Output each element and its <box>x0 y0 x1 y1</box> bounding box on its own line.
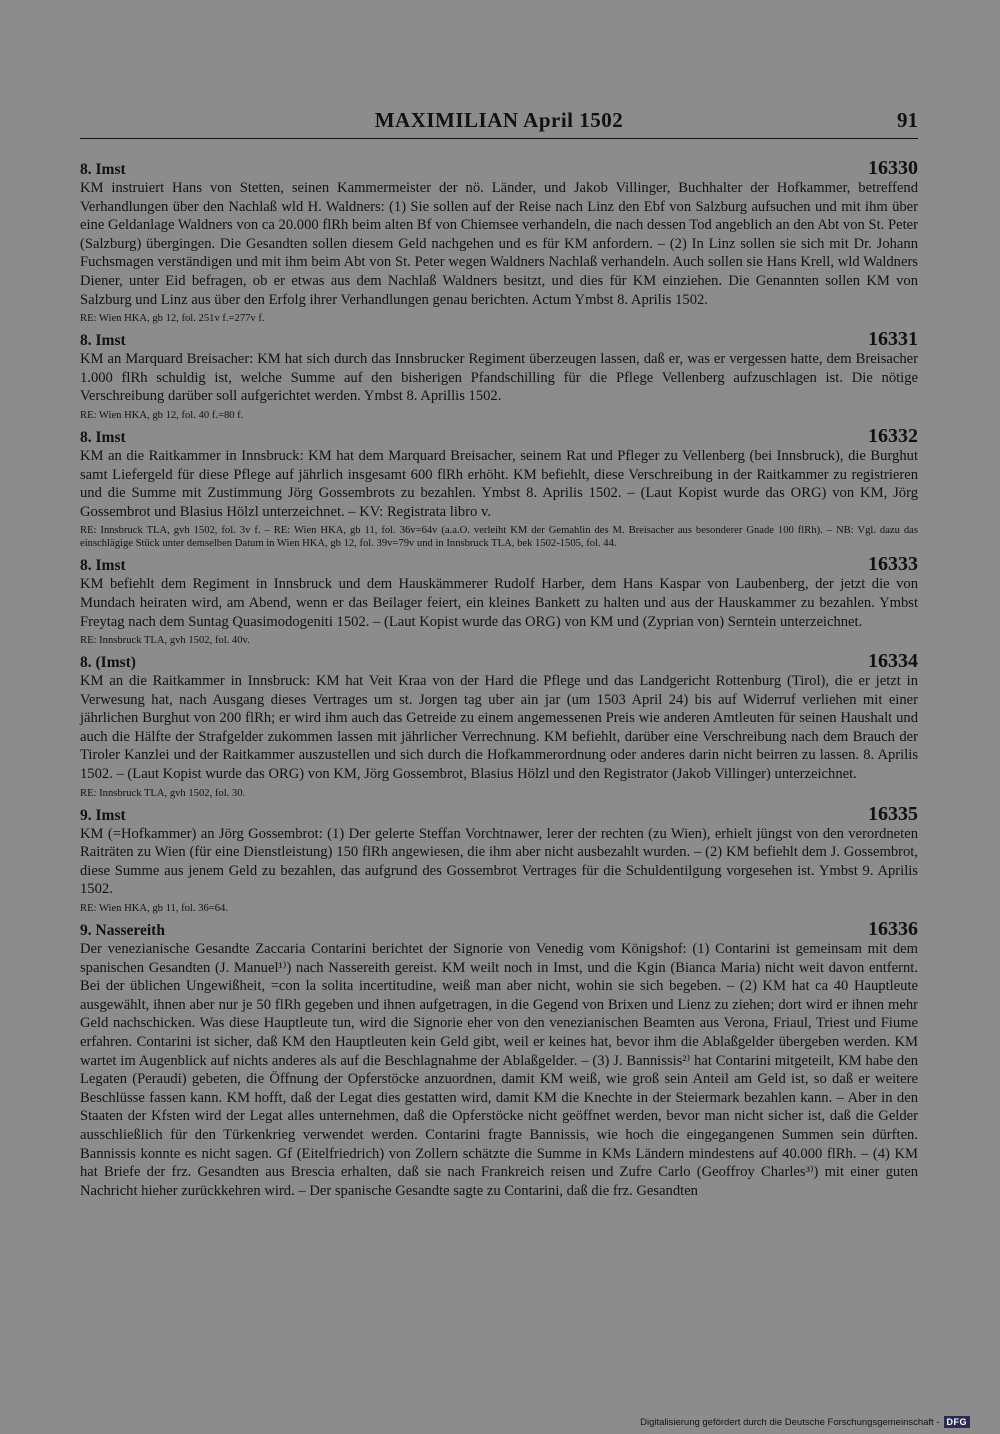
entry-source: RE: Innsbruck TLA, gvh 1502, fol. 40v. <box>80 635 250 647</box>
entry-source: RE: Innsbruck TLA, gvh 1502, fol. 3v f. – RE: Wien HKA, gb 11, fol. 36v=64v (a.a.O. verleiht KM der Gemahlin des M. Breisacher aus besonderer Gnade 100 flRh). – NB: Vgl. dazu das einschlägige Stück unter demselben Datum in Wien HKA, gb 12, fol. 39v=79v und in Innsbruck TLA, bek 1502-1505, fol. 44. <box>80 525 918 550</box>
entry-date: 8. (Imst) <box>80 654 136 672</box>
entry-body: KM (=Hofkammer) an Jörg Gossembrot: (1) Der gelerte Steffan Vorchtnawer, lerer der rechten (zu Wien), erhielt jüngst von den verordneten Raiträten zu Wien (für eine Dienstleistung) 150 flRh angewiesen, die ihm aber nicht ausbezahlt wurden. – (2) KM befiehlt dem J. Gossembrot, diese Summe aus jenem Geld zu bezahlen, das aufgrund des Gossembrot Vertrages für die Schuldentilgung vorgesehen ist. Ymbst 9. Aprilis 1502. <box>80 825 918 898</box>
entry-16330 <box>80 157 918 325</box>
entry-body: KM instruiert Hans von Stetten, seinen Kammermeister der nö. Länder, und Jakob Villinger, Buchhalter der Hofkammer, betreffend Verhandlungen über den Nachlaß wld H. Waldners: (1) Sie sollen auf der Reise nach Linz den Ebf von Salzburg aufsuchen und mit ihm über eine Geldanlage Waldners von ca 20.000 flRh beim alten Bf von Chiemsee verhandeln, die nach dessen Tod angeblich an den Abt von St. Peter (Salzburg) übergingen. Die Gesandten sollen diesem Geld nachgehen und es für KM anfordern. – (2) In Linz sollen sie sich mit Dr. Johann Fuchsmagen verständigen und mit ihm beim Abt von St. Peter wegen Waldners Nachlaß verhandeln. Auch sollen sie Hans Krell, wld Waldners Diener, unter Eid befragen, ob er etwas aus dem Nachlaß Waldners besitzt, und dies für KM einziehen. Die Genannten sollen KM von Salzburg und Linz aus über den Erfolg ihrer Verhandlungen genau berichten. Actum Ymbst 8. Aprilis 1502. <box>80 180 918 308</box>
entry-date: 9. Imst <box>80 806 126 824</box>
entry-body: KM an die Raitkammer in Innsbruck: KM hat dem Marquard Breisacher, seinem Rat und Pfleger zu Vellenberg (bei Innsbruck), die Burghut samt Liefergeld für diese Pflege auf jährlich insgesamt 600 flRh erhöht. KM befiehlt, diese Verschreibung in der Raitkammer zu registrieren und die Summe mit Zustimmung Jörg Gossembrots zu bezahlen. Ymbst 8. Aprilis 1502. – (Laut Kopist wurde das ORG) von KM, Jörg Gossembrot und Blasius Hölzl unterzeichnet. – KV: Registrata libro v. <box>80 447 918 520</box>
entry-date: 8. Imst <box>80 557 126 575</box>
entry-heading <box>80 157 918 179</box>
entry-source: RE: Wien HKA, gb 11, fol. 36=64. <box>80 903 228 915</box>
entry-number: 16336 <box>868 918 918 941</box>
entry-number: 16330 <box>868 157 918 179</box>
entry-heading <box>80 803 918 825</box>
entry-number: 16334 <box>868 650 918 673</box>
entry-number: 16335 <box>868 802 918 825</box>
entry-date: 9. Nassereith <box>80 922 165 940</box>
entry-source: RE: Innsbruck TLA, gvh 1502, fol. 30. <box>80 787 246 799</box>
entry-16331 <box>80 328 918 422</box>
entry-date: 8. Imst <box>80 332 126 350</box>
page-number: 91 <box>897 108 918 132</box>
entry-body: KM an Marquard Breisacher: KM hat sich durch das Innsbrucker Regiment überzeugen lassen, daß er, was er vergessen hatte, dem Breisacher 1.000 flRh schuldig ist, welche Summe auf den bisherigen Pfandschilling für die Pflege Vellenberg aufzuschlagen ist. Die nötige Verschreibung darüber soll aufgerichtet werden. Ymbst 8. Aprillis 1502. <box>80 351 918 405</box>
footer-funding-note: Digitalisierung gefördert durch die Deutsche Forschungsgemeinschaft - <box>640 1416 940 1428</box>
entry-source: RE: Wien HKA, gb 12, fol. 40 f.=80 f. <box>80 409 244 421</box>
entry-number: 16332 <box>868 424 918 447</box>
entry-date: 8. Imst <box>80 428 126 446</box>
entry-16333 <box>80 553 918 647</box>
entry-date: 8. Imst <box>80 161 126 178</box>
entry-source: RE: Wien HKA, gb 12, fol. 251v f.=277v f. <box>80 313 265 325</box>
entry-number: 16331 <box>868 328 918 351</box>
entry-16336 <box>80 918 918 1200</box>
entry-body: KM befiehlt dem Regiment in Innsbruck und dem Hauskämmerer Rudolf Harber, dem Hans Kaspar von Laubenberg, der jetzt die von Mundach heiraten wird, am Abend, wenn er das Beilager feiert, ein kleines Bankett zu halten und aus der Hauskammer zu bezahlen. Ymbst Freytag nach dem Suntag Quasimodogeniti 1502. – (Laut Kopist wurde das ORG) von KM und (Zyprian von) Serntein unterzeichnet. <box>80 576 918 630</box>
entry-heading <box>80 425 918 447</box>
entry-16335 <box>80 803 918 915</box>
entry-body: KM an die Raitkammer in Innsbruck: KM hat Veit Kraa von der Hard die Pflege und das Landgericht Rottenburg (Tirol), die er jetzt in Verwesung hat, nach Ausgang dieses Vertrages um st. Jorgen tag uber ain jar (um 1503 April 24) bis auf Widerruf verliehen mit einer jährlichen Burghut von 200 flRh; er wird ihm auch das Getreide zu einem angemessenen Preis wie anderen Amtleuten für seinen Haushalt und auch die Hälfte der Strafgelder zukommen lassen mit jährlicher Verrechnung. KM befiehlt, darüber eine Verschreibung nach dem Brauch der Tiroler Kanzlei und der Raitkammer auszustellen und sich durch die Hofkammerordnung oder anderes darin nicht beirren zu lassen. 8. Aprilis 1502. – (Laut Kopist wurde das ORG) von KM, Jörg Gossembrot, Blasius Hölzl und den Registrator (Jakob Villinger) unterzeichnet. <box>80 673 918 783</box>
page-header <box>80 108 918 139</box>
entry-heading <box>80 918 918 940</box>
running-title: MAXIMILIAN April 1502 <box>374 108 624 132</box>
footer <box>640 1416 970 1428</box>
entry-heading <box>80 650 918 672</box>
entries-list <box>80 157 918 1203</box>
entry-number: 16333 <box>868 553 918 576</box>
entry-heading <box>80 553 918 575</box>
entry-body: Der venezianische Gesandte Zaccaria Contarini berichtet der Signorie von Venedig vom Königshof: (1) Contarini ist gemeinsam mit dem spanischen Gesandten (J. Manuel¹⁾) nach Nassereith gereist. KM weilt noch in Imst, und die Kgin (Bianca Maria) nicht weit davon entfernt. Bei der üblichen Ungewißheit, =con la solita incertitudine, weiß man aber nicht, wohin sie sich begeben. – (2) KM hat ca 40 Hauptleute ausgewählt, ihnen aber nur je 50 flRh gegeben und ihnen aufgetragen, in die Gegend von Brixen und Lienz zu ziehen; dort wird er ihnen mehr Geld nachschicken. Was diese Hauptleute tun, wird die Signorie eher von den venezianischen Beamten aus Verona, Friaul, Triest und Fiume erfahren. Contarini ist sicher, daß KM den Hauptleuten kein Geld gibt, weil er keines hat, bevor ihm die Ablaßgelder übergeben werden. KM wartet im Augenblick auf nichts anderes als auf die Beschlagnahme der Ablaßgelder. – (3) J. Bannissis²⁾ hat Contarini mitgeteilt, KM habe den Legaten (Peraudi) gebeten, die Öffnung der Opferstöcke anzuordnen, damit KM weiß, wie groß sein Anteil am Geld ist, so daß er weitere Beschlüsse fassen kann. KM hofft, daß der Legat dies gestatten wird, damit KM die Knechte in der Steiermark bezahlen kann. – Aber in den Staaten der Kfsten wird der Legat alles unternehmen, daß die Opferstöcke nicht geöffnet werden, bevor man nicht sicher ist, daß die Gelder ausschließlich für den Türkenkrieg verwendet werden. Contarini fragte Bannissis, wie hoch die eingegangenen Summen sein dürften. Bannissis konnte es nicht sagen. Gf (Eitelfriedrich) von Zollern schätzte die Summe in KMs Ländern mindestens auf 40.000 flRh. – (4) KM hat Briefe der frz. Gesandten aus Brescia erhalten, daß sie nach Frankreich reisen und Zufre Carlo (Geoffroy Charles³⁾) mit einer guten Nachricht hieher zurückkehren wird. – Der spanische Gesandte sagte zu Contarini, daß die frz. Gesandten <box>80 941 918 1199</box>
entry-16334 <box>80 650 918 800</box>
entry-16332 <box>80 425 918 550</box>
entry-heading <box>80 328 918 350</box>
dfg-logo-icon: DFG <box>944 1416 971 1428</box>
